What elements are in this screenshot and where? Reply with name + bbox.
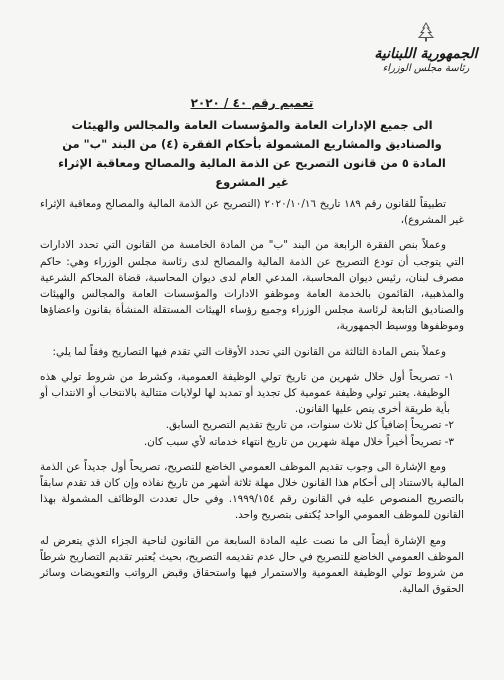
paragraph-article5: وعملاً بنص الفقرة الرابعة من البند "ب" من المادة الخامسة من القانون التي تحدد الادارات التي يتوجب أن تودع التصريح عن الذمة المالية والمصالح لدى رئاسة مجلس الوزراء وهي: حاكم مصرف لبنان، رئيس ديوان المحاسبة، المدعي العام لدى ديوان المحاسبة، قضاة المحاكم الشرعية والمذهبية، القائمون بالخدمة العامة وموظفو الادارات والمؤسسات العامة والمجالس والهيئات والصناديق التابعة لرئاسة مجلس الوزراء وجميع رؤساء الهيئات المستقلة المنشأة بقانون واعضاؤها وموظفوها ووسيط الجمهورية، [40, 239, 464, 333]
paragraph-article3: وعملاً بنص المادة الثالثة من القانون التي تحدد الأوقات التي تقدم فيها التصاريح وفقاً لما يلي: [52, 345, 446, 358]
circular-number: تعميم رقم ٤٠ / ٢٠٢٠ [190, 96, 314, 110]
cedar-emblem-icon [415, 22, 437, 44]
list-item: ٢- تصريحاً إضافياً كل ثلاث سنوات، من تاريخ تقديم التصريح السابق. [165, 419, 454, 432]
circular-title: الى جميع الإدارات العامة والمؤسسات العامة والمجالس والهيئات والصناديق والمشاريع المشمولة بأحكام الفقرة (٤) من البند "ب" من المادة ٥ من قانون التصريح عن الذمة المالية والمصالح ومعاقبة الإثراء غير المشروع [58, 118, 446, 189]
letterhead-presidency: رئاسة مجلس الوزراء [382, 63, 470, 74]
document-body [40, 196, 464, 606]
declaration-times-list [40, 369, 464, 450]
letterhead [366, 22, 486, 75]
list-item: ١- تصريحاً أول خلال شهرين من تاريخ تولي الوظيفة العمومية، وكشرط من شروط تولي هذه الوظيفة. يعتبر تولي وظيفة عمومية كل تجديد أو تمديد لها لولايات متتالية بالانتخاب أو الانتداب أو بأية طريقة أخرى ينص عليها القانون. [40, 370, 454, 416]
letterhead-republic: الجمهورية اللبنانية [374, 46, 478, 62]
paragraph-article7: ومع الإشارة أيضاً الى ما نصت عليه المادة السابعة من القانون لناحية الجزاء الذي يتعرض له الموظف العمومي الخاضع للتصريح في حال عدم تقديمه التصريح، بحيث يُعتبر تقديم التصاريح شرطاً من شروط تولي الوظيفة العمومية والاستمرار فيها واستحقاق وقبض الرواتب والتعويضات وسائر الحقوق المالية. [40, 534, 464, 596]
paragraph-first-declaration: ومع الإشارة الى وجوب تقديم الموظف العمومي الخاضع للتصريح، تصريحاً أول جديداً عن الذمة المالية بالاستناد إلى أحكام هذا القانون خلال مهلة ثلاثة أشهر من تاريخ نفاذه وإن كان قد تقدم سابقاً بالتصريح المنصوص عليه في القانون رقم ١٩٩٩/١٥٤. وفي حال تعددت الوظائف المشمولة بهذا القانون للموظف العمومي الواحد يُكتفى بتصريح واحد. [40, 460, 464, 522]
paragraph-intro: تطبيقاً للقانون رقم ١٨٩ تاريخ ٢٠٢٠/١٠/١٦ (التصريح عن الذمة المالية والمصالح ومعاقبة الإثراء غير المشروع)، [40, 198, 464, 227]
list-item: ٣- تصريحاً أخيراً خلال مهلة شهرين من تاريخ انتهاء خدماته لأي سبب كان. [143, 435, 454, 448]
